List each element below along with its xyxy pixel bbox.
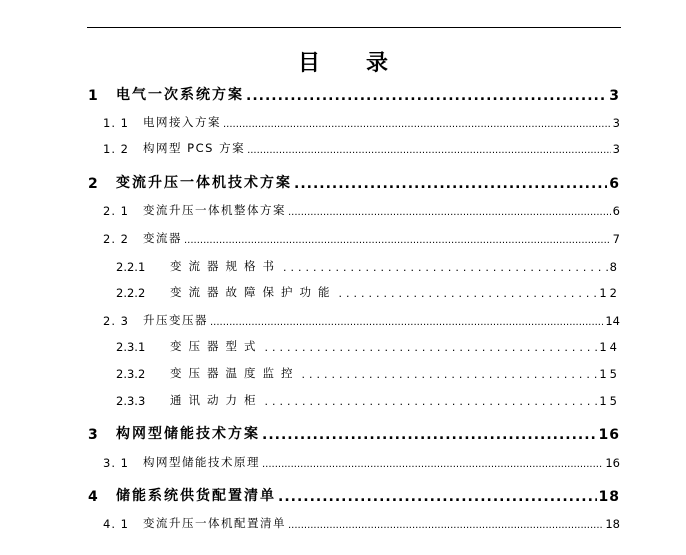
toc-number: 2.2.1 (116, 260, 146, 274)
toc-text: 构网型储能技术方案 (116, 426, 260, 442)
title-char-left: 目 (297, 51, 320, 76)
toc-page: 14 (605, 314, 620, 328)
toc-entry[interactable] (88, 172, 620, 192)
toc-text: 储能系统供货配置清单 (116, 488, 276, 504)
toc-text: 电气一次系统方案 (116, 87, 244, 103)
toc-leader (283, 261, 608, 274)
toc-page: 14 (599, 340, 620, 354)
toc-page: 6 (612, 204, 620, 218)
toc-number: 2.2.2 (116, 286, 146, 300)
toc-page: 18 (605, 517, 620, 531)
toc-leader (265, 341, 598, 354)
toc-page: 16 (598, 427, 620, 443)
toc-entry[interactable] (88, 423, 620, 443)
toc-number: 3 (88, 427, 98, 443)
toc-text: 变流器故障保护功能 (170, 285, 337, 299)
toc-entry[interactable] (116, 258, 620, 274)
toc-leader (210, 317, 603, 328)
toc-page: 15 (599, 394, 620, 408)
toc-text: 通讯动力柜 (170, 393, 263, 407)
toc-entry[interactable] (88, 485, 620, 505)
toc-number: 2 (88, 176, 98, 192)
toc-text: 变流升压一体机配置清单 (143, 516, 286, 530)
toc-leader (223, 119, 611, 130)
toc-entry[interactable] (116, 365, 620, 381)
header-rule (87, 27, 621, 28)
toc-entry[interactable] (103, 454, 620, 470)
toc-number: 2.3.3 (116, 394, 146, 408)
toc-entry[interactable] (88, 84, 620, 104)
toc-page: 6 (609, 176, 620, 192)
toc-text: 变压器温度监控 (170, 366, 300, 380)
toc-page: 12 (599, 286, 620, 300)
toc-entry[interactable] (103, 515, 620, 531)
toc-page: 7 (612, 232, 620, 246)
toc-number: 4. 1 (103, 517, 129, 531)
toc-leader (265, 395, 598, 408)
toc-leader (262, 427, 597, 443)
toc-number: 2.3.2 (116, 367, 146, 381)
toc-text: 电网接入方案 (143, 115, 221, 129)
toc-text: 变流升压一体机技术方案 (116, 175, 292, 191)
toc-number: 1. 1 (103, 116, 129, 130)
toc-page: 16 (605, 456, 620, 470)
toc-number: 4 (88, 489, 98, 505)
toc-entry[interactable] (116, 338, 620, 354)
toc-entry[interactable] (103, 202, 620, 218)
toc-text: 变流器 (143, 231, 182, 245)
toc-leader (278, 489, 597, 505)
toc-leader (246, 88, 607, 104)
toc-text: 构网型 PCS 方案 (143, 141, 246, 155)
toc-number: 1 (88, 88, 98, 104)
toc-leader (288, 520, 603, 531)
toc-page: 15 (599, 367, 620, 381)
toc-entry[interactable] (116, 392, 620, 408)
toc-page: 18 (598, 489, 620, 505)
toc-leader (262, 459, 603, 470)
toc-page: 3 (609, 88, 620, 104)
page-title (0, 46, 686, 77)
toc-text: 变流器规格书 (170, 259, 281, 273)
toc-text: 构网型储能技术原理 (143, 455, 260, 469)
toc-number: 3. 1 (103, 456, 129, 470)
toc-leader (339, 287, 598, 300)
toc-number: 2. 2 (103, 232, 129, 246)
toc-number: 2.3.1 (116, 340, 146, 354)
toc-number: 1. 2 (103, 142, 129, 156)
toc-text: 升压变压器 (143, 313, 208, 327)
toc-entry[interactable] (103, 140, 620, 156)
toc-page: 3 (612, 142, 620, 156)
toc-entry[interactable] (116, 284, 620, 300)
toc-text: 变压器型式 (170, 339, 263, 353)
toc-leader (302, 368, 598, 381)
toc-text: 变流升压一体机整体方案 (143, 203, 286, 217)
toc-number: 2. 1 (103, 204, 129, 218)
toc-leader (184, 235, 611, 246)
toc-entry[interactable] (103, 312, 620, 328)
toc-entry[interactable] (103, 230, 620, 246)
toc-page: 8 (609, 260, 620, 274)
toc-leader (288, 207, 611, 218)
toc-leader (247, 145, 611, 156)
toc-entry[interactable] (103, 114, 620, 130)
toc-page: 3 (612, 116, 620, 130)
toc-number: 2. 3 (103, 314, 129, 328)
toc-leader (294, 176, 607, 192)
title-char-right: 录 (366, 51, 389, 76)
